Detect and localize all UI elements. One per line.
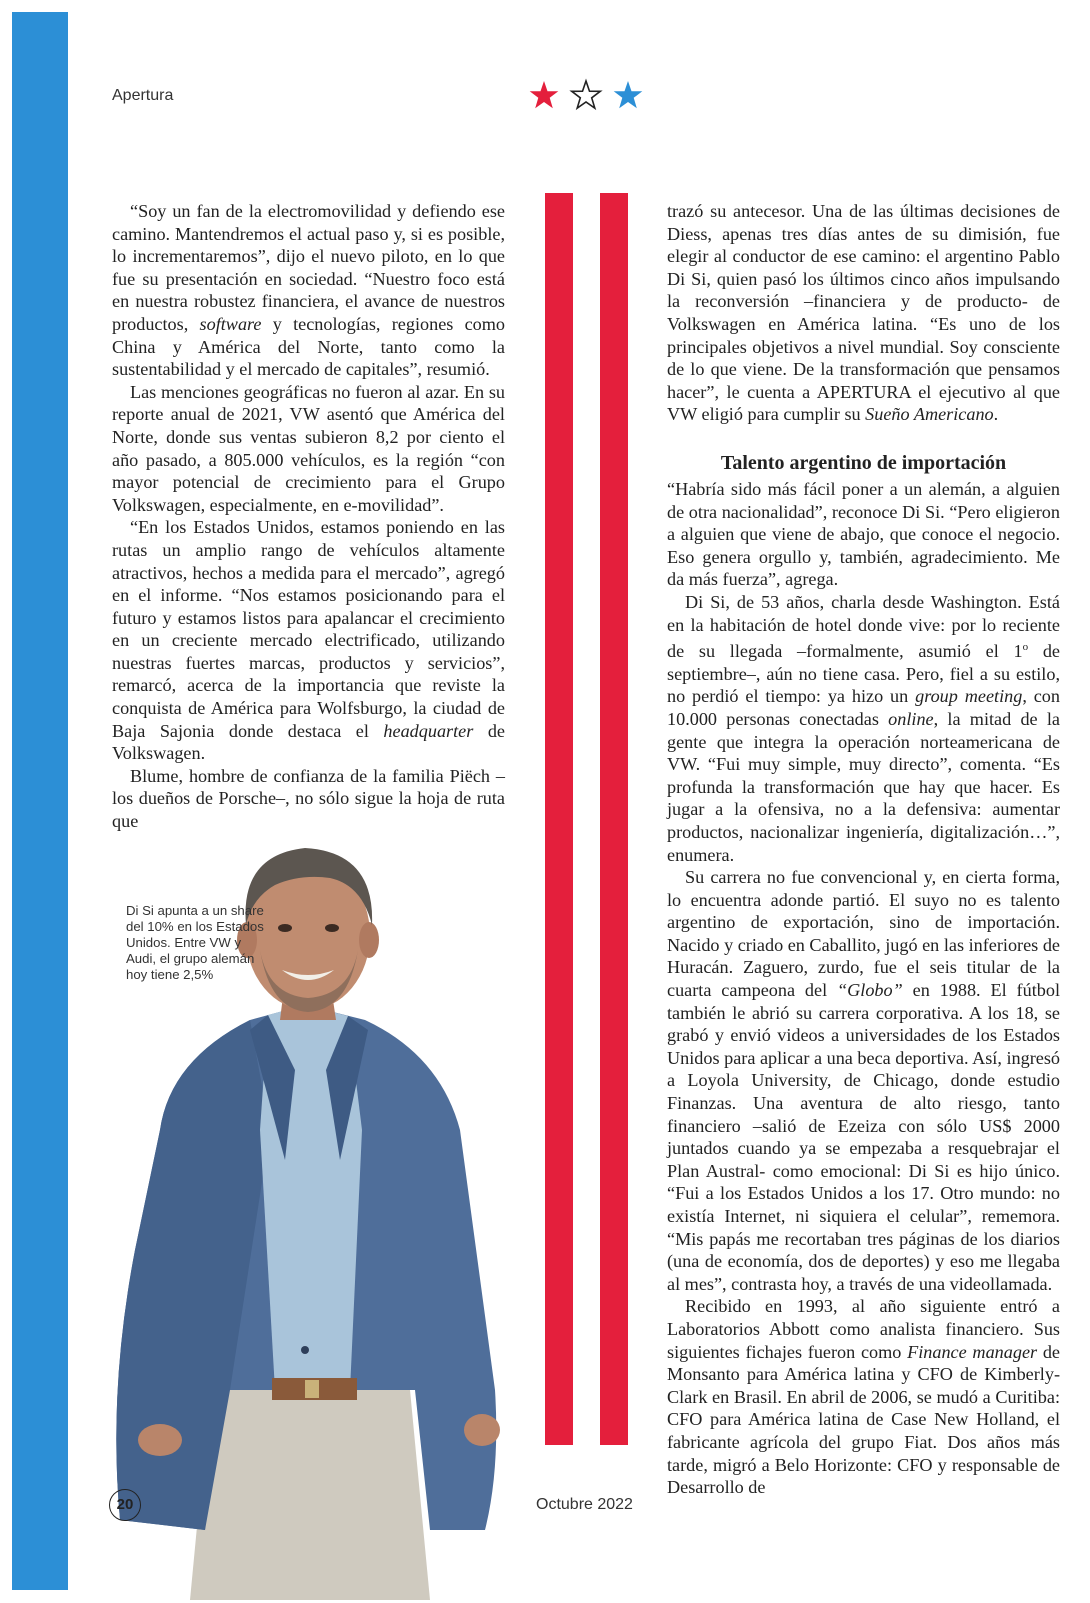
page-number: 20 bbox=[109, 1489, 141, 1521]
paragraph: Di Si, de 53 años, charla desde Washington. Está en la habitación de hotel donde vive: por lo reciente de su llegada –formalmente, asumió el 1$^o$ de septiembre–, aún no tiene casa. Pero, fiel a su estilo, no perdió el tiempo: ya hizo un group meeting, con 10.000 personas conectadas online, la mitad de la gente que integra la operación norteamericana de VW. “Fui muy simple, muy directo”, comenta. “Es profunda la transformación que hay que hacer. Es jugar a la ofensiva, no a la defensiva: aumentar productos, nacionalizar ingeniería, digitalización…”, enumera. bbox=[667, 591, 1060, 865]
red-stripe-right bbox=[600, 193, 628, 1445]
photo-caption: Di Si apunta a un share del 10% en los Estados Unidos. Entre VW y Audi, el grupo alemán hoy tiene 2,5% bbox=[126, 903, 264, 982]
section-subheading: Talento argentino de importación bbox=[720, 451, 1007, 474]
paragraph: trazó su antecesor. Una de las últimas decisiones de Diess, apenas tres días antes de su dimisión, fue elegir al conductor de ese camino: el argentino Pablo Di Si, quien pasó los últimos cinco años impulsando la reconversión –financiera y de producto- de Volkswagen en América latina. “Es uno de los principales objetivos a nivel mundial. Soy consciente de lo que viene. De la transformación que pensamos hacer”, le cuenta a APERTURA el ejecutivo al que VW eligió para cumplir su Sueño Americano. bbox=[667, 201, 1060, 425]
paragraph: “Habría sido más fácil poner a un alemán, a alguien de otra nacionalidad”, reconoce Di Si. “Pero eligieron a alguien que viene de abajo, que conoce el negocio. Eso genera orgullo y, también, agradecimiento. Me da más fuerza”, agrega. bbox=[667, 478, 1060, 590]
red-star-icon bbox=[530, 81, 559, 108]
section-label: Apertura bbox=[112, 87, 174, 104]
left-article-column bbox=[112, 200, 505, 833]
blue-sidebar-decoration bbox=[12, 12, 68, 1590]
blue-star-icon bbox=[614, 81, 643, 108]
paragraph: Las menciones geográficas no fueron al azar. En su reporte anual de 2021, VW asentó que América del Norte, donde sus ventas subieron 8,2 por ciento el año pasado, a 805.000 vehículos, es la región “con mayor potencial de crecimiento para el Grupo Volkswagen, especialmente, en e-movilidad”. bbox=[112, 381, 505, 515]
paragraph: Su carrera no fue convencional y, en cierta forma, lo encuentra adonde partió. El suyo no es talento argentino de exportación, sino de importación. Nacido y criado en Caballito, jugó en las inferiores de Huracán. Zaguero, zurdo, fue el seis titular de la cuarta campeona del “Globo” en 1988. El fútbol también le abrió su carrera corporativa. A los 18, se grabó y envió videos a universidades de los Estados Unidos para aplicar a una beca deportiva. Así, ingresó a Loyola University, de Chicago, donde estudio Finanzas. Una aventura de alto riesgo, tanto financiero –salió de Ezeiza con sólo US$ 2000 juntados cuando ya se empezaba a resquebrajar el Plan Austral- como emocional: Di Si es hijo único. “Fui a los Estados Unidos a los 17. Otro mundo: no existía Internet, ni siquiera el celular”, rememora. “Mis papás me recortaban tres páginas de los diarios (una de economía, dos de deportes) y eso me llegaba al mes”, contrasta hoy, a través de una videollamada. bbox=[667, 867, 1060, 1294]
header-stars bbox=[526, 78, 646, 114]
paragraph: Blume, hombre de confianza de la familia Piëch –los dueños de Porsche–, no sólo sigue la hoja de ruta que bbox=[112, 765, 505, 832]
paragraph: “Soy un fan de la electromovilidad y defiendo ese camino. Mantendremos el actual paso y, si es posible, lo incrementaremos”, dijo el nuevo piloto, en lo que fue su presentación en sociedad. “Nuestro foco está en nuestra robustez financiera, el avance de nuestros productos, software y tecnologías, regiones como China y América del Norte, tanto como la sustentabilidad y el mercado de capitales”, resumió. bbox=[112, 201, 505, 380]
paragraph: “En los Estados Unidos, estamos poniendo en las rutas un amplio rango de vehículos altamente atractivos, hechos a medida para el mercado”, agregó en el informe. “Nos estamos posicionando para el futuro y estamos listos para apalancar el crecimiento en un creciente mercado electrificado, utilizando nuestras fuertes marcas, productos y servicios”, remarcó, acerca de la importancia que reviste la conquista de América para Wolfsburgo, la ciudad de Baja Sajonia donde destaca el headquarter de Volkswagen. bbox=[112, 517, 505, 764]
issue-date: Octubre 2022 bbox=[536, 1496, 633, 1513]
outline-star-icon bbox=[572, 81, 601, 108]
red-stripe-left bbox=[545, 193, 573, 1445]
right-article-column bbox=[667, 200, 1060, 1499]
paragraph: Recibido en 1993, al año siguiente entró a Laboratorios Abbott como analista financiero. Sus siguientes fichajes fueron como Finance manager de Monsanto para América latina y CFO de Kimberly-Clark en Brasil. En abril de 2006, se mudó a Curitiba: CFO para América latina de Case New Holland, el fabricante agrícola del grupo Fiat. Dos años más tarde, migró a Belo Horizonte: CFO y responsable de Desarrollo de bbox=[667, 1296, 1060, 1498]
